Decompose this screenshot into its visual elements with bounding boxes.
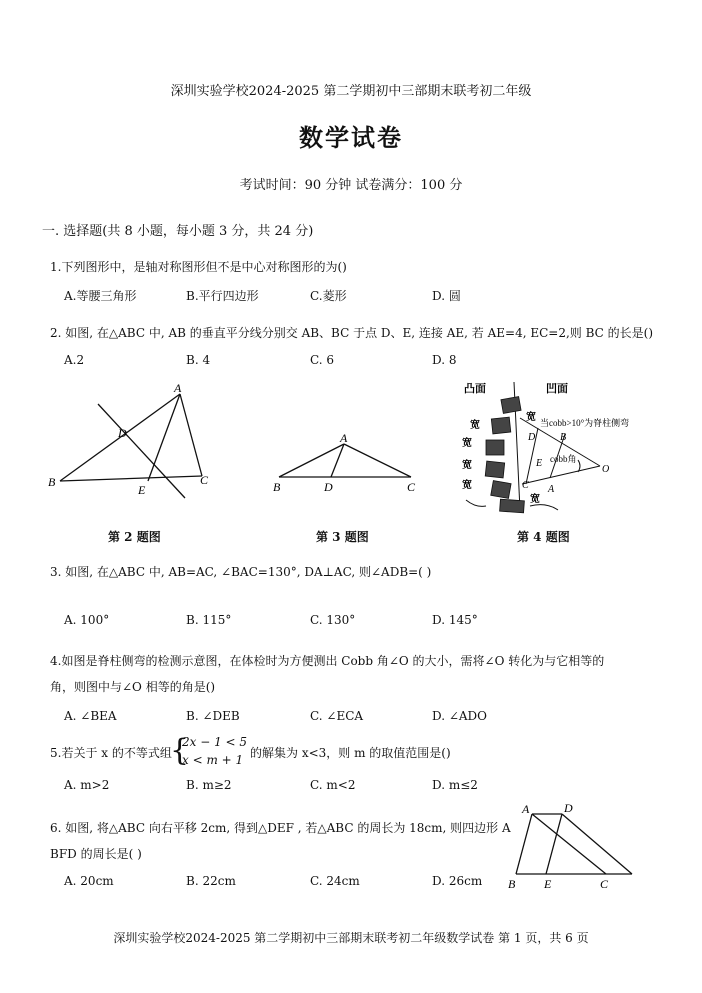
fig4-label-o: O [602, 464, 610, 475]
fig4-label-width-1: 宽 [470, 420, 480, 431]
figure-4-caption: 第 4 题图 [517, 530, 570, 544]
question-2-stem: 2. 如图, 在△ABC 中, AB 的垂直平分线分别交 AB、BC 于点 D、E, 连接 AE, 若 AE=4, EC=2,则 BC 的长是() [50, 326, 654, 340]
figure-4-spine-diagram [462, 378, 642, 523]
fig4-label-width-2: 宽 [526, 412, 536, 423]
q6-option-d: D. 26cm [432, 874, 483, 888]
fig6-segment-ac [532, 814, 606, 874]
q1-option-c: C.菱形 [310, 289, 347, 303]
q3-option-d: D. 145° [432, 613, 478, 627]
q3-option-c: C. 130° [310, 613, 356, 627]
q6-option-a: A. 20cm [64, 874, 114, 888]
fig6-label-d: D [564, 801, 573, 815]
fig2-segment-ac [180, 394, 202, 476]
fig6-segment-ab [516, 814, 532, 874]
question-4-stem-line2: 角，则图中与∠O 相等的角是() [50, 680, 216, 694]
fig4-label-b: B [560, 432, 567, 443]
fig4-label-width-5: 宽 [462, 480, 472, 491]
exam-subtitle: 深圳实验学校2024-2025 第二学期初中三部期末联考初二年级 [170, 84, 532, 99]
q4-option-c: C. ∠ECA [310, 709, 364, 723]
fig4-note: 当cobb>10°为脊柱侧弯 [540, 418, 630, 428]
fig4-label-e: E [536, 458, 543, 469]
q4-option-a: A. ∠BEA [64, 709, 117, 723]
q1-option-b: B.平行四边形 [186, 289, 259, 303]
fig2-segment-ae [148, 394, 180, 481]
q6-option-c: C. 24cm [310, 874, 360, 888]
fig4-label-width-3: 宽 [462, 438, 472, 449]
fig4-vertebrae [485, 397, 524, 513]
fig3-label-a: A [340, 431, 348, 445]
question-4-stem-line1: 4.如图是脊柱侧弯的检测示意图，在体检时为方便测出 Cobb 角∠O 的大小，需将∠O 转化为与它相等的 [50, 654, 605, 668]
fig4-line-lower [522, 466, 600, 484]
q5-system-line2: x < m + 1 [182, 753, 244, 767]
figure-2-caption: 第 2 题图 [108, 530, 161, 544]
question-3-stem: 3. 如图, 在△ABC 中, AB=AC, ∠BAC=130°, DA⊥AC, 则∠ADB=( ) [50, 565, 432, 579]
fig3-segment-ba [279, 444, 344, 477]
exam-info: 考试时间：90 分钟 试卷满分：100 分 [239, 178, 463, 193]
exam-title: 数学试卷 [299, 123, 403, 152]
q2-option-c: C. 6 [310, 353, 335, 367]
section-heading: 一. 选择题(共 8 小题，每小题 3 分，共 24 分) [42, 224, 314, 239]
q5-system-line1: 2x − 1 < 5 [182, 735, 248, 749]
fig6-segment-de [546, 814, 562, 874]
q4-option-b: B. ∠DEB [186, 709, 240, 723]
fig3-segment-ac [344, 444, 411, 477]
fig4-label-a: A [548, 484, 555, 495]
fig4-label-convex: 凸面 [464, 383, 486, 395]
q2-option-b: B. 4 [186, 353, 211, 367]
figure-6-translation [504, 800, 644, 895]
q3-option-b: B. 115° [186, 613, 232, 627]
question-5-stem-suffix: 的解集为 x<3，则 m 的取值范围是() [250, 746, 451, 760]
fig6-label-c: C [600, 877, 609, 891]
q4-option-d: D. ∠ADO [432, 709, 488, 723]
fig2-label-a: A [174, 381, 182, 395]
fig2-label-d: D [118, 426, 127, 440]
fig2-label-b: B [48, 475, 56, 489]
q2-option-a: A.2 [64, 353, 85, 367]
fig6-label-e: E [544, 877, 552, 891]
fig4-label-width-4: 宽 [462, 460, 472, 471]
fig2-label-c: C [200, 473, 209, 487]
fig3-label-b: B [273, 480, 281, 494]
question-1-stem: 1.下列图形中，是轴对称图形但不是中心对称图形的为() [50, 260, 347, 274]
figure-3-triangle [265, 425, 430, 500]
fig2-segment-bc [60, 476, 202, 481]
fig4-label-cobb-angle: cobb角 [550, 454, 577, 464]
q6-option-b: B. 22cm [186, 874, 236, 888]
fig6-label-b: B [508, 877, 516, 891]
fig3-label-c: C [407, 480, 416, 494]
q2-option-d: D. 8 [432, 353, 457, 367]
question-6-stem-line1: 6. 如图, 将△ABC 向右平移 2cm, 得到△DEF , 若△ABC 的周长为 18cm, 则四边形 A [50, 821, 511, 835]
question-5-stem-prefix: 5.若关于 x 的不等式组 [50, 746, 172, 760]
question-6-stem-line2: BFD 的周长是( ) [50, 847, 142, 861]
fig3-label-d: D [324, 480, 333, 494]
q5-option-b: B. m≥2 [186, 778, 232, 792]
q5-option-d: D. m≤2 [432, 778, 478, 792]
fig6-segment-df [562, 814, 632, 874]
page-footer: 深圳实验学校2024-2025 第二学期初中三部期末联考初二年级数学试卷 第 1 页，共 6 页 [113, 931, 589, 945]
figure-3-caption: 第 3 题图 [316, 530, 369, 544]
q1-option-d: D. 圆 [432, 289, 461, 303]
fig6-label-a: A [522, 802, 530, 816]
q5-option-a: A. m>2 [64, 778, 110, 792]
figure-2-triangle [40, 380, 230, 500]
q3-option-a: A. 100° [64, 613, 110, 627]
fig2-label-e: E [138, 483, 146, 497]
fig4-label-width-6: 宽 [530, 494, 540, 505]
fig4-label-c: C [522, 480, 529, 491]
q5-system-brace: { [170, 733, 190, 768]
q1-option-a: A.等腰三角形 [64, 289, 137, 303]
fig4-label-d: D [528, 432, 536, 443]
fig4-label-concave: 凹面 [546, 383, 568, 395]
q5-option-c: C. m<2 [310, 778, 356, 792]
